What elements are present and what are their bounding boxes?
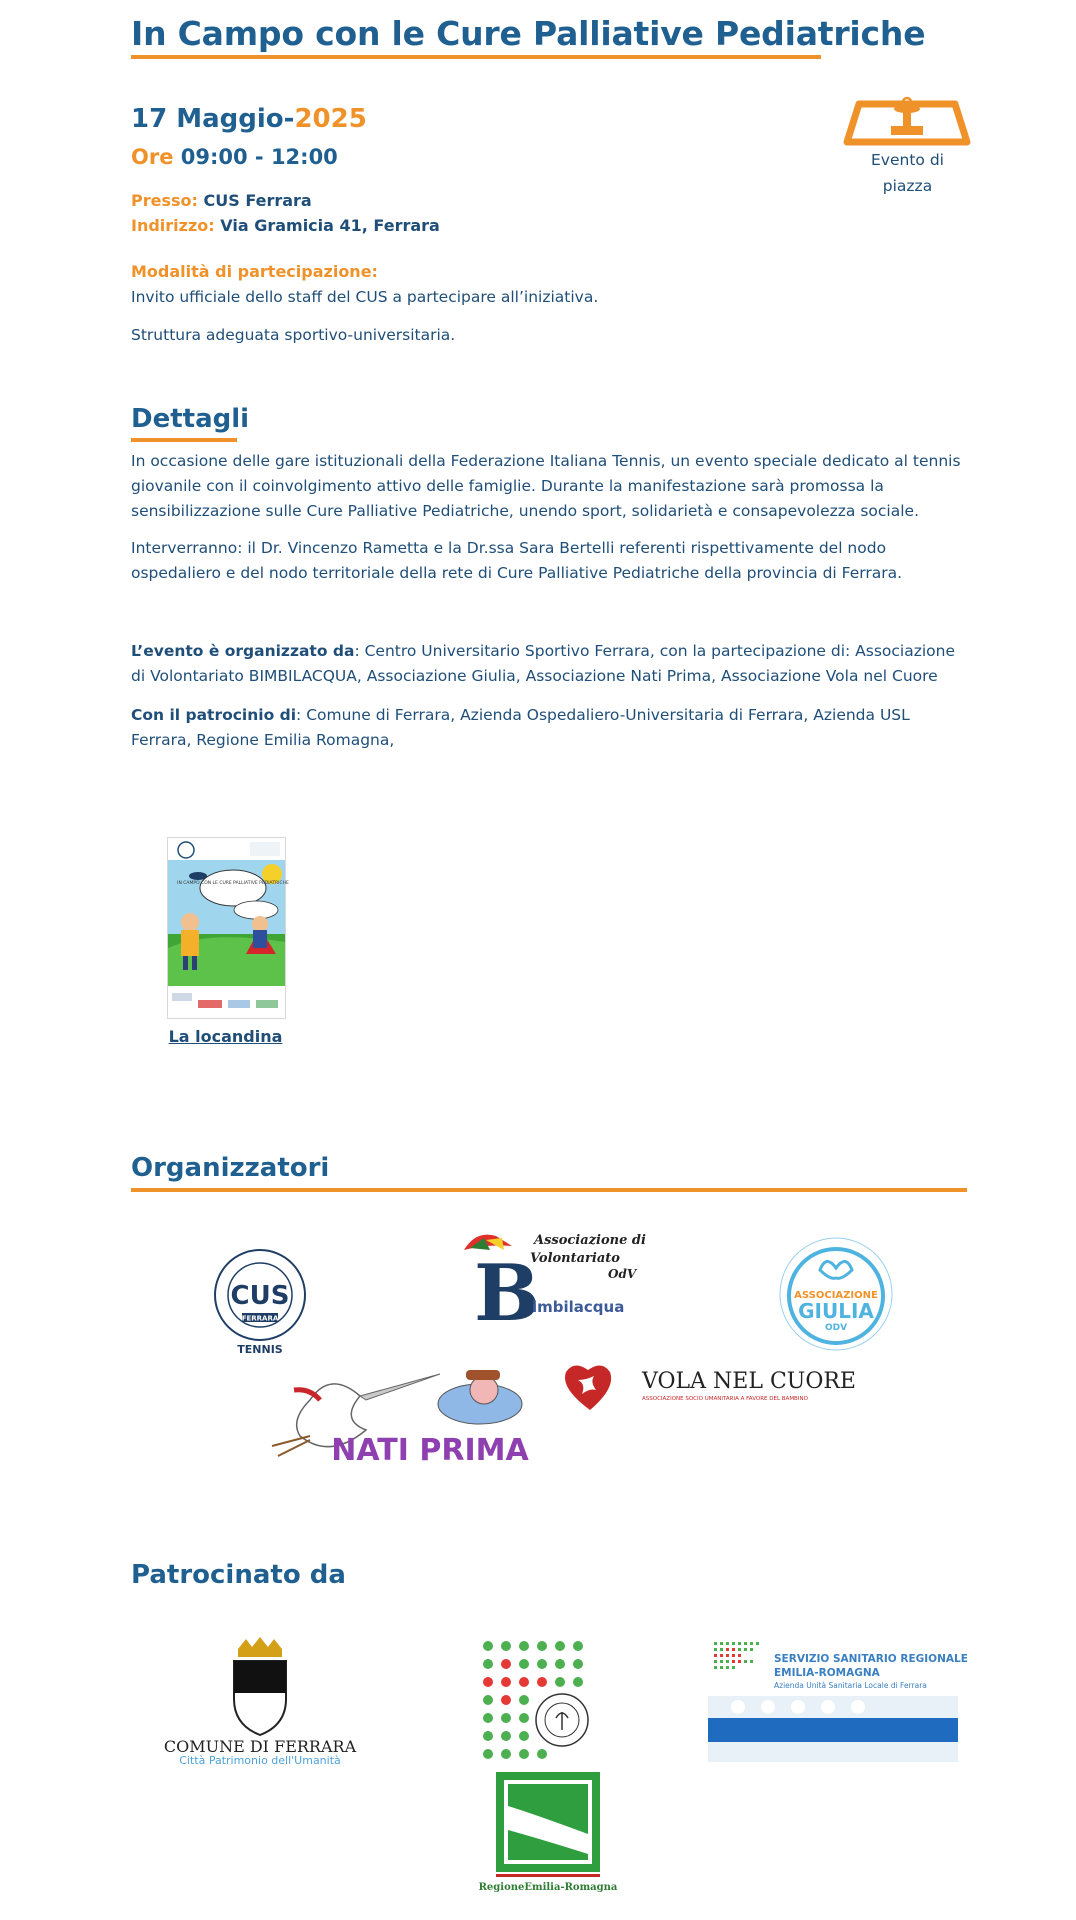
- venue-value: CUS Ferrara: [203, 191, 312, 210]
- poster-link[interactable]: La locandina: [168, 1027, 283, 1046]
- time-value: 09:00 - 12:00: [180, 145, 338, 169]
- poster-thumbnail[interactable]: [167, 837, 289, 1019]
- poster-title: IN CAMPO CON LE CURE PALLIATIVE PEDIATRICHE: [177, 881, 289, 886]
- ssr-line1: SERVIZIO SANITARIO REGIONALE: [774, 1653, 968, 1665]
- event-date: [131, 104, 367, 134]
- details-heading: Dettagli: [131, 404, 250, 434]
- organizers-underline: [131, 1188, 967, 1192]
- ssr-line2: EMILIA-ROMAGNA: [774, 1667, 880, 1679]
- regione-emilia-romagna-logo: [478, 1770, 618, 1894]
- address-row: [131, 216, 440, 235]
- event-type-label: Evento di piazza: [871, 151, 944, 195]
- comune-ferrara-logo: [160, 1635, 370, 1765]
- cus-ferrara-logo: [210, 1247, 310, 1357]
- details-paragraph-1: In occasione delle gare istituzionali della Federazione Italiana Tennis, un evento speciale dedicato al tennis giovanile con il coinvolgimento attivo delle famiglie. Durante la manifestazione sarà promossa la sensibilizzazione sulle Cure Palliative Pediatriche, unendo sport, solidarietà e consapevolezza sociale.: [131, 452, 961, 520]
- patronage-value: : Comune di Ferrara, Azienda Ospedaliero-Universitaria di Ferrara, Azienda USL Ferrara, Regione Emilia Romagna,: [131, 706, 910, 749]
- details-underline: [131, 438, 237, 442]
- ssr-emilia-romagna-logo: [708, 1640, 968, 1762]
- sponsors-heading: Patrocinato da: [131, 1560, 346, 1590]
- unife-logo: [478, 1638, 608, 1768]
- giulia-logo: [776, 1234, 896, 1354]
- event-time: [131, 145, 338, 169]
- comune-sub: Città Patrimonio dell'Umanità: [179, 1754, 341, 1767]
- patronage-label: Con il patrocinio di: [131, 706, 297, 724]
- bimbilacqua-logo: [456, 1228, 656, 1339]
- vola-nel-cuore-logo: [560, 1358, 856, 1418]
- date-day: 17 Maggio-: [131, 104, 295, 134]
- cus-text: CUS: [230, 1281, 290, 1311]
- giulia-odv: ODV: [824, 1323, 848, 1333]
- details-paragraph-2: Interverranno: il Dr. Vincenzo Rametta e la Dr.ssa Sara Bertelli referenti rispettivamente del nodo ospedaliero e del nodo territoriale della rete di Cure Palliative Pediatriche della provincia di Ferrara.: [131, 539, 903, 582]
- vola-sub: ASSOCIAZIONE SOCIO UMANITARIA A FAVORE DEL BAMBINO: [642, 1396, 808, 1402]
- giulia-name: GIULIA: [798, 1299, 874, 1323]
- unife-dot-grid: [478, 1638, 608, 1768]
- organized-by: [131, 639, 961, 689]
- cus-city: FERRARA: [241, 1314, 279, 1323]
- address-label: Indirizzo:: [131, 216, 215, 235]
- cus-sub: TENNIS: [237, 1343, 283, 1356]
- nati-prima-logo: [270, 1360, 540, 1480]
- bimbi-line1: Associazione di: [534, 1233, 646, 1248]
- address-value: Via Gramicia 41, Ferrara: [220, 216, 440, 235]
- poster-illustration: [168, 838, 289, 1018]
- patronage: [131, 703, 961, 753]
- vola-name: VOLA NEL CUORE: [642, 1369, 856, 1394]
- date-year: 2025: [294, 104, 367, 134]
- bimbi-name: imbilacqua: [532, 1298, 625, 1316]
- venue-row: [131, 191, 312, 210]
- organized-label: L’evento è organizzato da: [131, 642, 355, 660]
- bimbi-letter: B: [474, 1248, 540, 1339]
- organized-value: : Centro Universitario Sportivo Ferrara, con la partecipazione di: Associazione di Volontariato BIMBILACQUA, Associazione Giulia, Associazione Nati Prima, Associazione Vola nel Cuore: [131, 642, 956, 685]
- bimbi-odv: OdV: [608, 1267, 637, 1281]
- time-label: Ore: [131, 145, 174, 169]
- page-title: In Campo con le Cure Palliative Pediatriche: [131, 14, 926, 53]
- ssr-line3: Azienda Unità Sanitaria Locale di Ferrara: [774, 1681, 927, 1690]
- giulia-top: ASSOCIAZIONE: [794, 1290, 878, 1301]
- comune-name: COMUNE DI FERRARA: [163, 1737, 357, 1756]
- fountain-square-icon: [845, 98, 969, 146]
- participation-label: Modalità di partecipazione:: [131, 262, 378, 281]
- nati-name: NATI PRIMA: [331, 1433, 529, 1468]
- participation-value: Invito ufficiale dello staff del CUS a partecipare all’iniziativa.: [131, 288, 599, 306]
- regione-label: RegioneEmilia-Romagna: [478, 1882, 618, 1893]
- venue-label: Presso:: [131, 191, 198, 210]
- organizers-heading: Organizzatori: [131, 1153, 330, 1183]
- title-underline: [131, 55, 821, 59]
- structure-text: Struttura adeguata sportivo-universitaria.: [131, 326, 456, 344]
- bimbi-line2: Volontariato: [530, 1251, 620, 1266]
